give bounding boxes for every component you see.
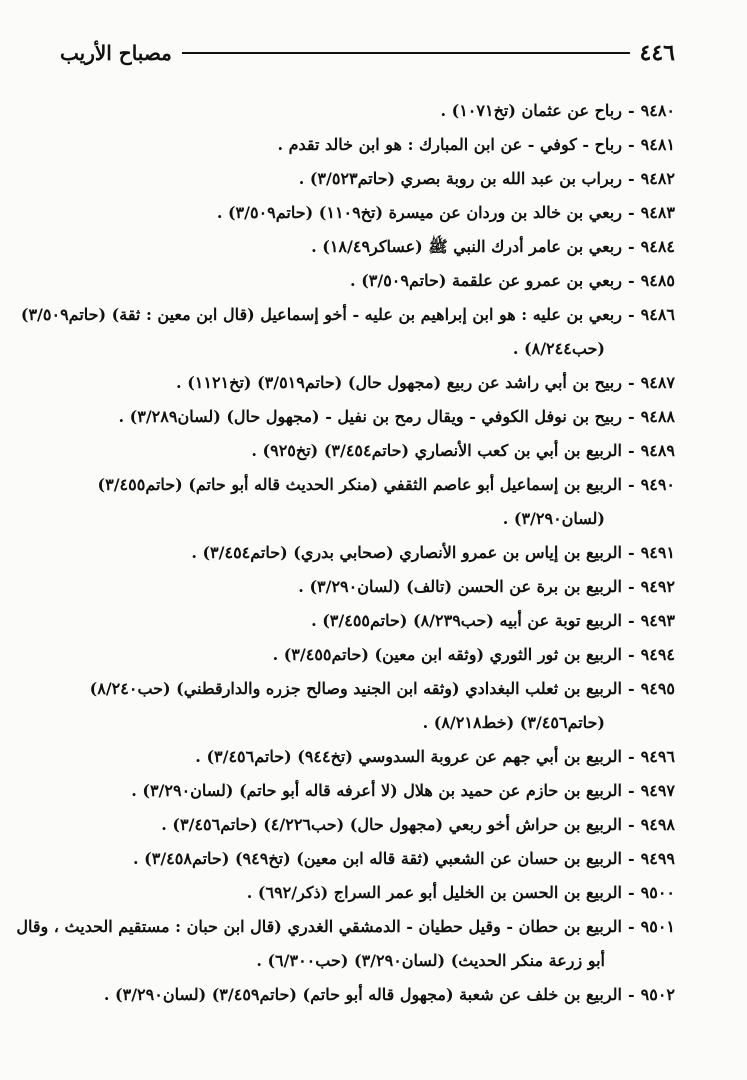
- entry-number: ٩٤٨٣: [640, 203, 675, 222]
- entry-text: الربيع بن حراش أخو ربعي (مجهول حال) (حب٤/٢٢٦) (حاتم٣/٤٥٦) .: [161, 815, 622, 834]
- entry-number: ٩٤٨١: [640, 135, 675, 154]
- entry-row: [16, 910, 675, 978]
- entry-row: [58, 876, 675, 910]
- entry-row: [58, 808, 675, 842]
- entry-text: ربراب بن عبد الله بن روبة بصري (حاتم٣/٥٢٣) .: [298, 169, 622, 188]
- entry-text: الربيع بن إسماعيل أبو عاصم الثقفي (منكر الحديث قاله أبو حاتم) (حاتم٣/٤٥٥): [97, 475, 622, 494]
- page-number: ٤٤٦: [639, 40, 675, 66]
- entry-text: رباح عن عثمان (تخ١٠٧١) .: [440, 101, 622, 120]
- entry-dash: -: [627, 475, 635, 494]
- entry-text: الربيع توبة عن أبيه (حب٨/٢٣٩) (حاتم٣/٤٥٥) .: [311, 611, 622, 630]
- entry-dash: -: [627, 577, 635, 596]
- entry-number: ٩٤٩٩: [640, 849, 675, 868]
- entry-continuation: (حاتم٣/٤٥٦) (خط٨/٢١٨) .: [422, 713, 605, 732]
- entry-dash: -: [627, 407, 635, 426]
- entry-text: رباح - كوفي - عن ابن المبارك : هو ابن خالد تقدم .: [277, 135, 622, 154]
- entry-dash: -: [627, 271, 635, 290]
- entry-text: الربيع بن خلف عن شعبة (مجهول قاله أبو حاتم) (حاتم٣/٤٥٩) (لسان٣/٢٩٠) .: [103, 985, 622, 1004]
- entry-dash: -: [627, 849, 635, 868]
- entry-text: الربيع بن حسان عن الشعبي (ثقة قاله ابن معين) (تخ٩٤٩) (حاتم٣/٤٥٨) .: [133, 849, 622, 868]
- entry-dash: -: [627, 781, 635, 800]
- entry-row: [58, 196, 675, 230]
- entry-continuation: (حب٨/٢٤٤) .: [512, 339, 605, 358]
- entry-number: ٩٥٠٢: [640, 985, 675, 1004]
- entry-dash: -: [627, 611, 635, 630]
- entry-text: ربعي بن عليه : هو ابن إبراهيم بن عليه - أخو إسماعيل (قال ابن معين : ثقة) (حاتم٣/٥٠٩): [20, 305, 622, 324]
- entry-row: [58, 366, 675, 400]
- entry-row: [58, 128, 675, 162]
- running-title: مصباح الأريب: [60, 41, 172, 65]
- entry-dash: -: [627, 747, 635, 766]
- entry-row: [58, 468, 675, 536]
- entry-text: الربيع بن ثعلب البغدادي (وثقه ابن الجنيد وصالح جزره والدارقطني) (حب٨/٢٤٠): [89, 679, 622, 698]
- entry-row: [58, 604, 675, 638]
- entry-dash: -: [627, 169, 635, 188]
- entry-row: [58, 978, 675, 1012]
- entry-dash: -: [627, 645, 635, 664]
- entry-number: ٩٤٨٧: [640, 373, 675, 392]
- entry-row: [58, 264, 675, 298]
- entry-text: الربيع بن أبي جهم عن عروبة السدوسي (تخ٩٤٤) (حاتم٣/٤٥٦) .: [195, 747, 622, 766]
- entry-text: الربيع بن حازم عن حميد بن هلال (لا أعرفه قاله أبو حاتم) (لسان٣/٢٩٠) .: [131, 781, 622, 800]
- entry-text: الربيع بن أبي بن كعب الأنصاري (حاتم٣/٤٥٤) (تخ٩٢٥) .: [251, 441, 622, 460]
- header-rule: [182, 52, 630, 54]
- entry-number: ٩٤٨٢: [640, 169, 675, 188]
- entry-row: [58, 672, 675, 740]
- entry-number: ٩٤٨٦: [640, 305, 675, 324]
- entry-list: [16, 94, 675, 1012]
- entry-row: [58, 162, 675, 196]
- entry-row: [58, 740, 675, 774]
- entry-number: ٩٤٩٤: [640, 645, 675, 664]
- entry-dash: -: [627, 441, 635, 460]
- entry-dash: -: [627, 917, 635, 936]
- entry-dash: -: [627, 203, 635, 222]
- entry-dash: -: [627, 543, 635, 562]
- entry-row: [58, 94, 675, 128]
- entry-number: ٩٤٨٠: [640, 101, 675, 120]
- entry-text: ربيح بن نوفل الكوفي - ويقال رمح بن نفيل - (مجهول حال) (لسان٣/٢٨٩) .: [118, 407, 622, 426]
- entry-number: ٩٥٠١: [640, 917, 675, 936]
- entry-number: ٩٤٩٥: [640, 679, 675, 698]
- entry-dash: -: [627, 815, 635, 834]
- entry-continuation: (لسان٣/٢٩٠) .: [502, 509, 605, 528]
- entry-dash: -: [627, 101, 635, 120]
- entry-number: ٩٤٩٨: [640, 815, 675, 834]
- entry-row: [58, 842, 675, 876]
- entry-text: ربعي بن عمرو عن علقمة (حاتم٣/٥٠٩) .: [350, 271, 622, 290]
- entry-text: الربيع بن حطان - وقيل حطيان - الدمشقي الغدري (قال ابن حبان : مستقيم الحديث ، وقال: [16, 917, 622, 936]
- entry-text: ربعي بن خالد بن وردان عن ميسرة (تخ١١٠٩) (حاتم٣/٥٠٩) .: [216, 203, 622, 222]
- entry-number: ٩٤٨٩: [640, 441, 675, 460]
- entry-row: [58, 536, 675, 570]
- entry-text: ربيح بن أبي راشد عن ربيع (مجهول حال) (حاتم٣/٥١٩) (تخ١١٢١) .: [176, 373, 622, 392]
- entry-row: [58, 434, 675, 468]
- entry-dash: -: [627, 373, 635, 392]
- entry-dash: -: [627, 237, 635, 256]
- entry-number: ٩٤٨٤: [640, 237, 675, 256]
- entry-row: [58, 400, 675, 434]
- entry-text: الربيع بن الحسن بن الخليل أبو عمر السراج (ذكر/٦٩٢) .: [246, 883, 622, 902]
- entry-number: ٩٤٨٥: [640, 271, 675, 290]
- entry-row: [58, 570, 675, 604]
- entry-number: ٩٤٩٦: [640, 747, 675, 766]
- entry-dash: -: [627, 883, 635, 902]
- entry-number: ٩٤٩٧: [640, 781, 675, 800]
- entry-number: ٩٤٩١: [640, 543, 675, 562]
- entry-dash: -: [627, 679, 635, 698]
- entry-continuation: أبو زرعة منكر الحديث) (لسان٣/٢٩٠) (حب٦/٣٠٠) .: [256, 951, 605, 970]
- entry-text: ربعي بن عامر أدرك النبي ﷺ (عساكر١٨/٤٩) .: [311, 237, 622, 256]
- entry-text: الربيع بن ثور الثوري (وثقه ابن معين) (حاتم٣/٤٥٥) .: [272, 645, 622, 664]
- entry-number: ٩٤٩٠: [640, 475, 675, 494]
- entry-row: [20, 298, 675, 366]
- entry-text: الربيع بن إياس بن عمرو الأنصاري (صحابي بدري) (حاتم٣/٤٥٤) .: [191, 543, 622, 562]
- entry-dash: -: [627, 985, 635, 1004]
- entry-number: ٩٤٨٨: [640, 407, 675, 426]
- entry-number: ٩٤٩٣: [640, 611, 675, 630]
- entry-row: [58, 230, 675, 264]
- entry-text: الربيع بن برة عن الحسن (تالف) (لسان٣/٢٩٠) .: [298, 577, 622, 596]
- entry-dash: -: [627, 135, 635, 154]
- entry-row: [58, 638, 675, 672]
- entry-row: [58, 774, 675, 808]
- entry-dash: -: [627, 305, 635, 324]
- page-header: [60, 38, 675, 68]
- entry-number: ٩٤٩٢: [640, 577, 675, 596]
- entry-number: ٩٥٠٠: [640, 883, 675, 902]
